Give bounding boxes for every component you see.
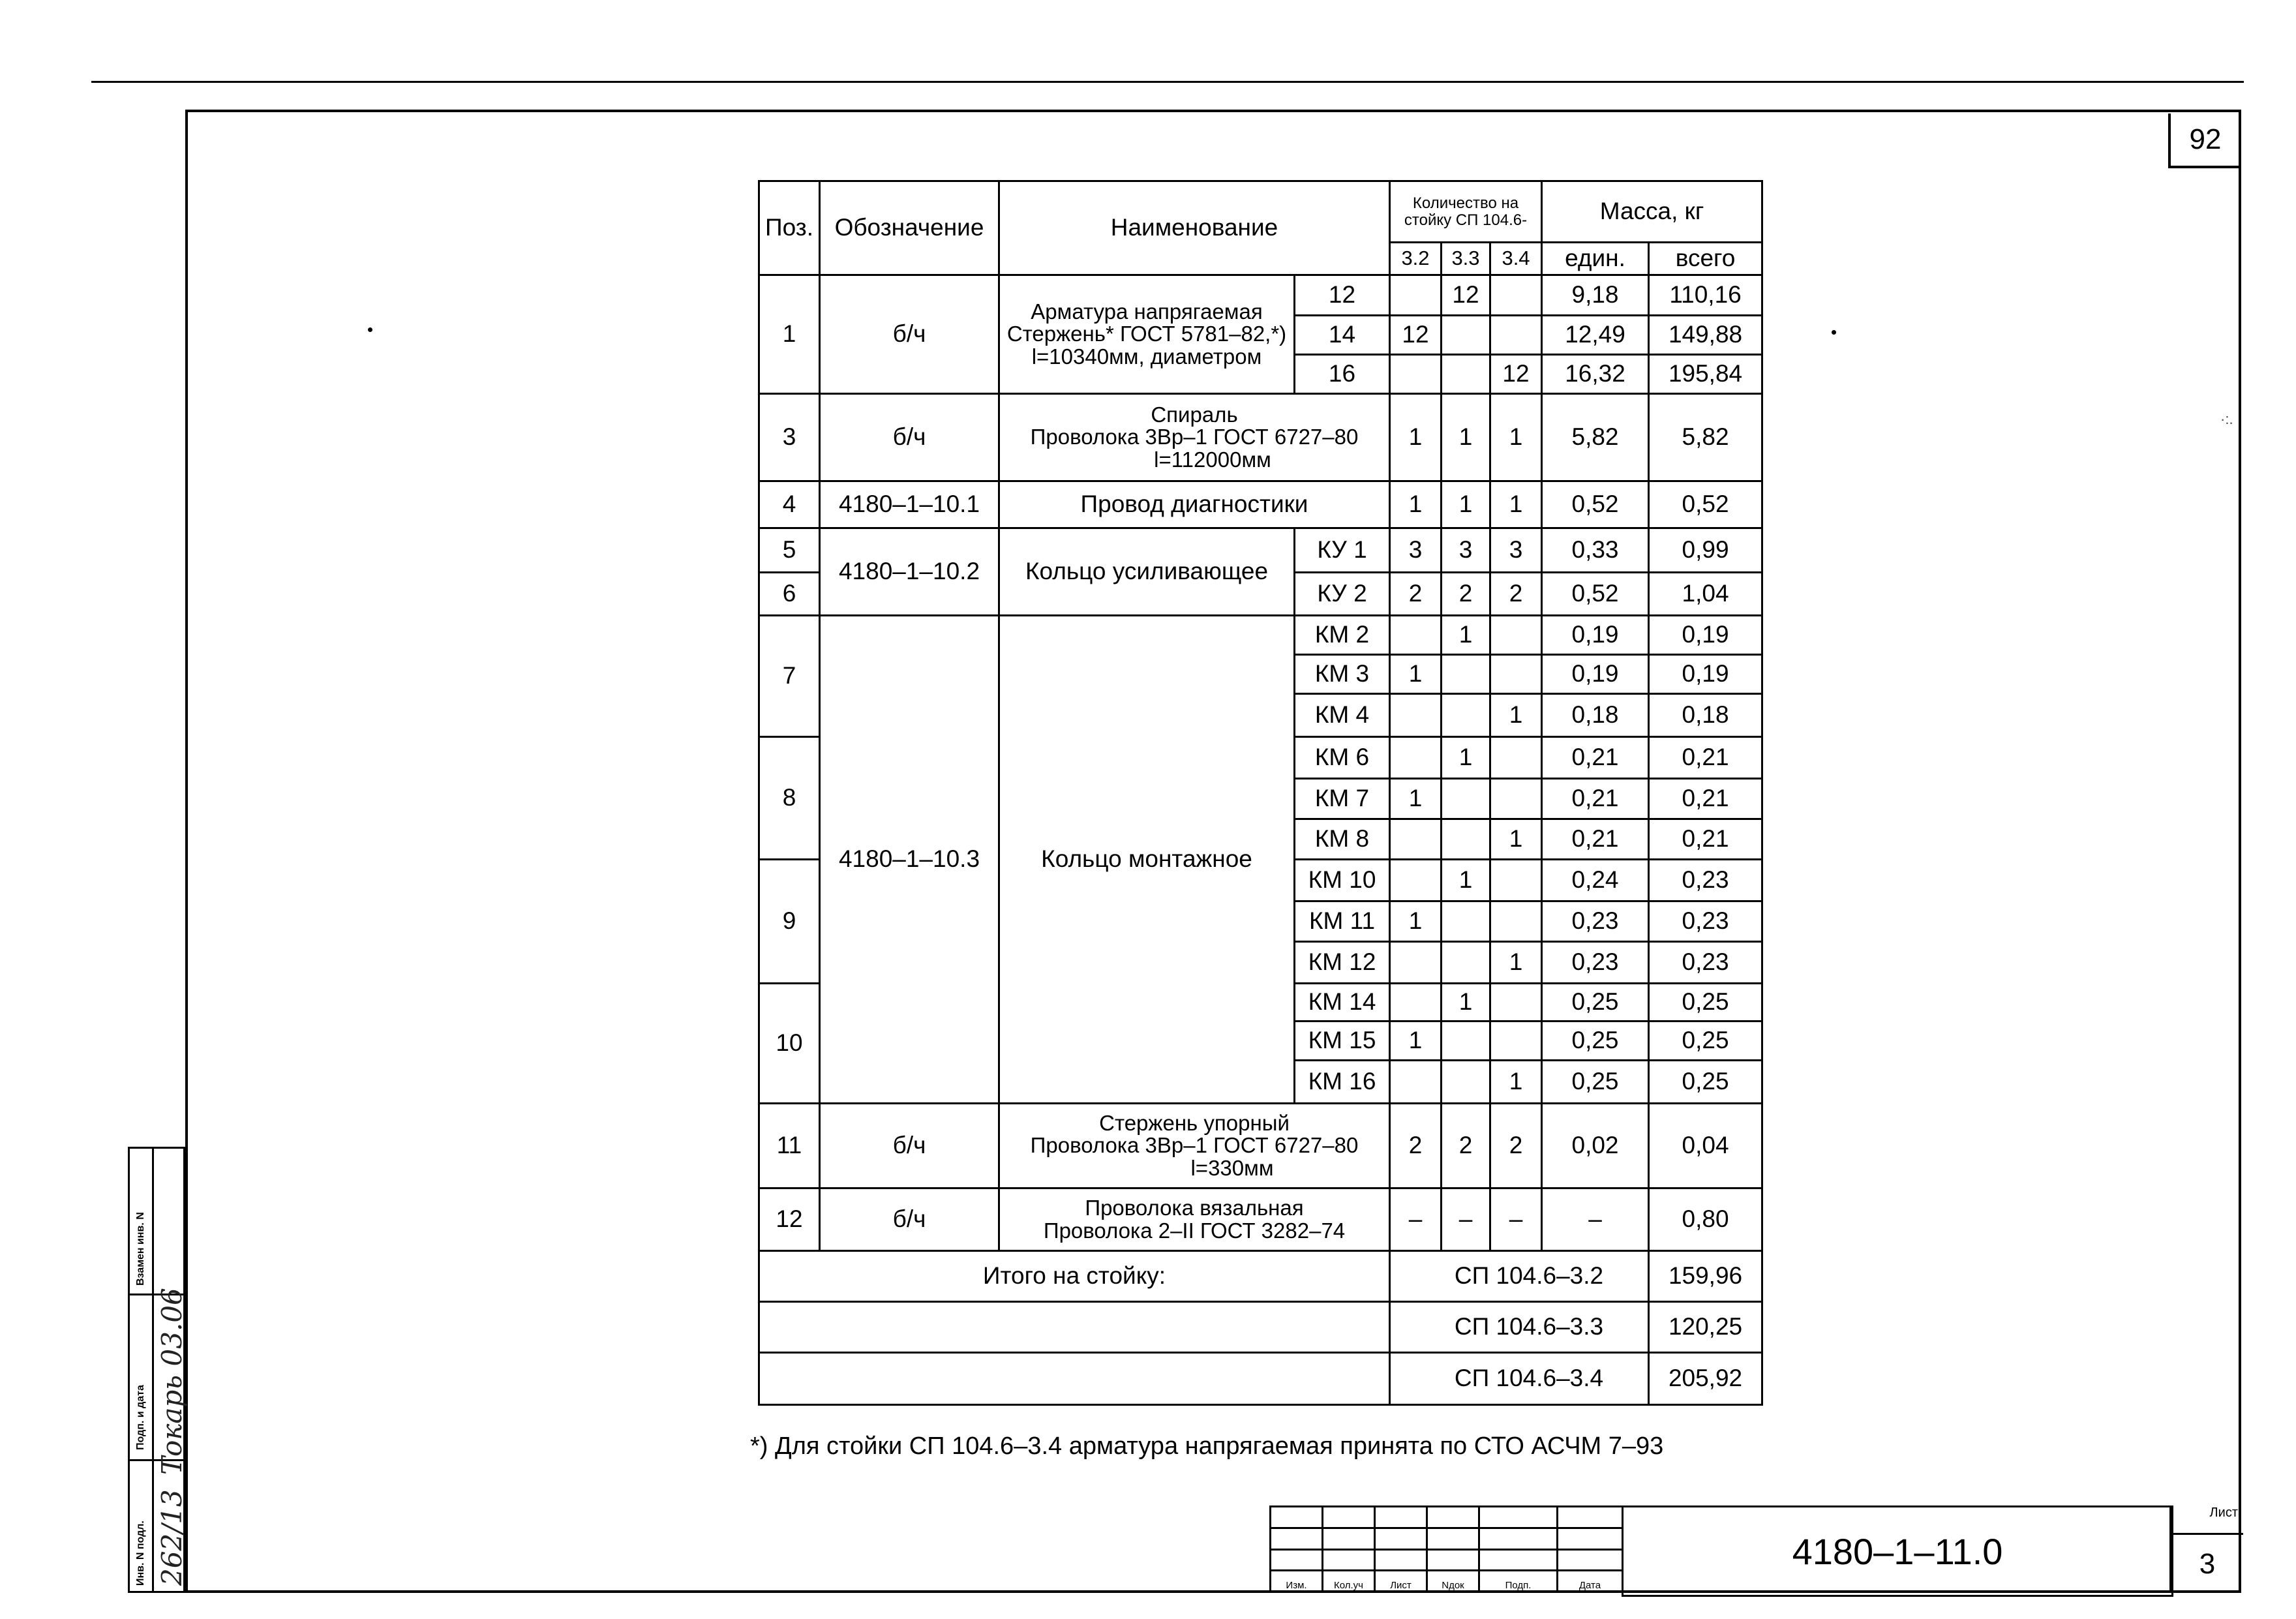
qty-34-cell: –	[1490, 1188, 1542, 1251]
table-row	[759, 275, 1762, 316]
header-quantity-line2: стойку СП 104.6-	[1404, 211, 1528, 229]
revision-row	[1271, 1528, 1623, 1549]
mark-cell: КМ 3	[1295, 655, 1390, 694]
stamp-inv-orig-value: 262/13	[156, 1489, 188, 1586]
mass-total-cell: 0,99	[1649, 528, 1762, 573]
mass-unit-cell: 0,19	[1542, 616, 1649, 655]
designation-cell: б/ч	[820, 275, 999, 394]
mass-total-cell: 0,25	[1649, 984, 1762, 1021]
qty-33-cell	[1442, 901, 1490, 942]
title-block	[1269, 1506, 2241, 1593]
qty-32-cell	[1390, 737, 1442, 779]
pos-cell: 5	[759, 528, 820, 573]
mass-unit-cell: 0,21	[1542, 819, 1649, 860]
qty-32-cell: 3	[1390, 528, 1442, 573]
mass-total-cell: 0,21	[1649, 779, 1762, 819]
qty-32-cell: –	[1390, 1188, 1442, 1251]
qty-33-cell	[1442, 655, 1490, 694]
header-designation: Обозначение	[820, 181, 999, 275]
totals-value: 120,25	[1649, 1302, 1762, 1353]
mark-cell: КМ 12	[1295, 942, 1390, 984]
name-cell: Провод диагностики	[999, 481, 1390, 528]
name-cell	[999, 275, 1295, 394]
designation-cell: 4180–1–10.3	[820, 616, 999, 1104]
mass-total-cell: 0,19	[1649, 616, 1762, 655]
mass-unit-cell: 0,02	[1542, 1104, 1649, 1188]
qty-34-cell: 2	[1490, 1104, 1542, 1188]
qty-32-cell	[1390, 694, 1442, 737]
header-quantity-line1: Количество на	[1412, 194, 1519, 213]
stamp-label-sign-date: Подп. и дата	[135, 1385, 146, 1450]
diameter-cell: 14	[1295, 316, 1390, 355]
mass-unit-cell: –	[1542, 1188, 1649, 1251]
mass-unit-cell: 9,18	[1542, 275, 1649, 316]
mass-total-cell: 0,21	[1649, 819, 1762, 860]
qty-34-cell	[1490, 860, 1542, 901]
name-cell	[999, 1104, 1390, 1188]
mass-unit-cell: 0,24	[1542, 860, 1649, 901]
qty-32-cell: 12	[1390, 316, 1442, 355]
mass-unit-cell: 0,19	[1542, 655, 1649, 694]
qty-32-cell	[1390, 275, 1442, 316]
mass-total-cell: 0,25	[1649, 1061, 1762, 1104]
sheet-label: Лист	[2171, 1506, 2243, 1535]
mass-unit-cell: 0,52	[1542, 481, 1649, 528]
qty-34-cell	[1490, 984, 1542, 1021]
pos-cell: 4	[759, 481, 820, 528]
mass-total-cell: 0,04	[1649, 1104, 1762, 1188]
qty-32-cell: 1	[1390, 901, 1442, 942]
name-line: Спираль	[1151, 402, 1238, 427]
revision-row	[1271, 1507, 1623, 1528]
header-qty-32: 3.2	[1390, 243, 1442, 275]
mass-total-cell: 149,88	[1649, 316, 1762, 355]
mass-unit-cell: 0,25	[1542, 1021, 1649, 1061]
document-number: 4180–1–11.0	[1622, 1506, 2173, 1597]
designation-cell: 4180–1–10.1	[820, 481, 999, 528]
stamp-signature-date: Токарь 03.06	[156, 1288, 188, 1475]
qty-34-cell	[1490, 275, 1542, 316]
qty-34-cell	[1490, 779, 1542, 819]
scan-specks: ·:.	[2220, 411, 2233, 427]
pos-cell: 7	[759, 616, 820, 737]
qty-32-cell: 1	[1390, 655, 1442, 694]
pos-cell: 8	[759, 737, 820, 860]
page-number: 92	[2168, 113, 2240, 168]
qty-32-cell: 2	[1390, 1104, 1442, 1188]
diameter-cell: 12	[1295, 275, 1390, 316]
mass-unit-cell: 0,23	[1542, 942, 1649, 984]
name-cell: Кольцо монтажное	[999, 616, 1295, 1104]
qty-32-cell: 1	[1390, 779, 1442, 819]
mass-total-cell: 0,19	[1649, 655, 1762, 694]
qty-32-cell	[1390, 355, 1442, 394]
mass-unit-cell: 16,32	[1542, 355, 1649, 394]
name-line: Проволока 2–II ГОСТ 3282–74	[1043, 1218, 1346, 1243]
mass-unit-cell: 0,21	[1542, 737, 1649, 779]
designation-cell: 4180–1–10.2	[820, 528, 999, 616]
designation-cell: б/ч	[820, 1188, 999, 1251]
mass-total-cell: 110,16	[1649, 275, 1762, 316]
pos-cell: 11	[759, 1104, 820, 1188]
qty-33-cell	[1442, 779, 1490, 819]
totals-row	[759, 1302, 1762, 1353]
mass-total-cell: 0,21	[1649, 737, 1762, 779]
name-line: Проволока вязальная	[1085, 1195, 1304, 1220]
totals-row	[759, 1353, 1762, 1405]
qty-33-cell	[1442, 942, 1490, 984]
qty-32-cell	[1390, 1061, 1442, 1104]
mark-cell: КМ 6	[1295, 737, 1390, 779]
qty-32-cell: 1	[1390, 394, 1442, 481]
qty-33-cell	[1442, 1061, 1490, 1104]
mark-cell: КМ 8	[1295, 819, 1390, 860]
qty-33-cell: 2	[1442, 1104, 1490, 1188]
designation-cell: б/ч	[820, 1104, 999, 1188]
rev-label: Дата	[1558, 1571, 1623, 1592]
qty-34-cell: 3	[1490, 528, 1542, 573]
qty-33-cell: 1	[1442, 984, 1490, 1021]
qty-33-cell: –	[1442, 1188, 1490, 1251]
top-rule-line	[91, 81, 2244, 83]
mass-total-cell: 0,23	[1649, 860, 1762, 901]
approval-stamp	[128, 1147, 188, 1593]
name-line: Проволока 3Вр–1 ГОСТ 6727–80	[1030, 425, 1359, 449]
qty-34-cell	[1490, 316, 1542, 355]
qty-34-cell: 2	[1490, 573, 1542, 616]
mass-total-cell: 0,25	[1649, 1021, 1762, 1061]
qty-32-cell	[1390, 984, 1442, 1021]
mass-total-cell: 0,23	[1649, 942, 1762, 984]
qty-34-cell: 1	[1490, 1061, 1542, 1104]
mark-cell: КМ 16	[1295, 1061, 1390, 1104]
mark-cell: КМ 4	[1295, 694, 1390, 737]
qty-33-cell	[1442, 819, 1490, 860]
table-row	[759, 394, 1762, 481]
mass-total-cell: 0,23	[1649, 901, 1762, 942]
totals-value: 159,96	[1649, 1251, 1762, 1302]
rev-label: Изм.	[1271, 1571, 1323, 1592]
header-pos: Поз.	[759, 181, 820, 275]
name-cell: Кольцо усиливающее	[999, 528, 1295, 616]
qty-34-cell	[1490, 1021, 1542, 1061]
qty-34-cell: 1	[1490, 481, 1542, 528]
header-mass-unit: един.	[1542, 243, 1649, 275]
name-line: l=112000мм	[1154, 447, 1271, 472]
mass-unit-cell: 0,18	[1542, 694, 1649, 737]
mass-unit-cell: 0,25	[1542, 984, 1649, 1021]
qty-34-cell: 1	[1490, 942, 1542, 984]
mass-total-cell: 0,80	[1649, 1188, 1762, 1251]
totals-row	[759, 1251, 1762, 1302]
mark-cell: КМ 11	[1295, 901, 1390, 942]
qty-33-cell	[1442, 316, 1490, 355]
name-line: l=330мм	[1190, 1155, 1274, 1180]
pos-cell: 10	[759, 984, 820, 1104]
marker-dot-left	[368, 327, 372, 332]
header-qty-34: 3.4	[1490, 243, 1542, 275]
mass-unit-cell: 0,33	[1542, 528, 1649, 573]
pos-cell: 6	[759, 573, 820, 616]
qty-34-cell: 1	[1490, 819, 1542, 860]
totals-model: СП 104.6–3.4	[1390, 1353, 1649, 1405]
qty-33-cell: 1	[1442, 616, 1490, 655]
mass-total-cell: 0,18	[1649, 694, 1762, 737]
mark-cell: КМ 15	[1295, 1021, 1390, 1061]
revision-row	[1271, 1549, 1623, 1571]
qty-34-cell	[1490, 616, 1542, 655]
qty-33-cell: 12	[1442, 275, 1490, 316]
mass-total-cell: 5,82	[1649, 394, 1762, 481]
qty-32-cell: 2	[1390, 573, 1442, 616]
qty-32-cell	[1390, 616, 1442, 655]
name-line: Стержень* ГОСТ 5781–82,*)	[1006, 322, 1287, 346]
pos-cell: 1	[759, 275, 820, 394]
mark-cell: КМ 14	[1295, 984, 1390, 1021]
revision-table	[1269, 1506, 1624, 1593]
mark-cell: КУ 1	[1295, 528, 1390, 573]
name-line: Арматура напрягаемая	[1031, 299, 1263, 324]
qty-32-cell	[1390, 819, 1442, 860]
totals-label: Итого на стойку:	[759, 1251, 1390, 1302]
header-row	[759, 181, 1762, 243]
mark-cell: КМ 10	[1295, 860, 1390, 901]
table-row	[759, 1104, 1762, 1188]
qty-34-cell	[1490, 655, 1542, 694]
qty-33-cell	[1442, 1021, 1490, 1061]
mass-unit-cell: 0,25	[1542, 1061, 1649, 1104]
marker-dot-right	[1832, 330, 1836, 335]
totals-spacer	[759, 1302, 1390, 1353]
specification-table	[758, 180, 1763, 1406]
mass-unit-cell: 0,21	[1542, 779, 1649, 819]
mass-total-cell: 1,04	[1649, 573, 1762, 616]
qty-34-cell: 1	[1490, 694, 1542, 737]
rev-label: Кол.уч	[1323, 1571, 1375, 1592]
mass-unit-cell: 0,52	[1542, 573, 1649, 616]
qty-33-cell	[1442, 355, 1490, 394]
mass-total-cell: 195,84	[1649, 355, 1762, 394]
totals-value: 205,92	[1649, 1353, 1762, 1405]
mass-unit-cell: 0,23	[1542, 901, 1649, 942]
name-line: Проволока 3Вр–1 ГОСТ 6727–80	[1030, 1133, 1359, 1158]
designation-cell: б/ч	[820, 394, 999, 481]
stamp-label-inv-orig: Инв. N подл.	[135, 1521, 146, 1586]
stamp-label-inv-repl: Взамен инв. N	[135, 1212, 146, 1286]
mass-unit-cell: 5,82	[1542, 394, 1649, 481]
mark-cell: КМ 2	[1295, 616, 1390, 655]
qty-32-cell: 1	[1390, 1021, 1442, 1061]
qty-33-cell: 2	[1442, 573, 1490, 616]
pos-cell: 3	[759, 394, 820, 481]
qty-33-cell	[1442, 694, 1490, 737]
totals-model: СП 104.6–3.2	[1390, 1251, 1649, 1302]
mass-unit-cell: 12,49	[1542, 316, 1649, 355]
rev-label: Лист	[1375, 1571, 1427, 1592]
rev-label: Подп.	[1479, 1571, 1558, 1592]
mark-cell: КМ 7	[1295, 779, 1390, 819]
header-name: Наименование	[999, 181, 1390, 275]
rev-label: Nдок	[1427, 1571, 1479, 1592]
mass-total-cell: 0,52	[1649, 481, 1762, 528]
qty-33-cell: 3	[1442, 528, 1490, 573]
sheet-box	[2169, 1506, 2243, 1593]
diameter-cell: 16	[1295, 355, 1390, 394]
qty-32-cell	[1390, 942, 1442, 984]
header-qty-33: 3.3	[1442, 243, 1490, 275]
name-line: l=10340мм, диаметром	[1031, 344, 1262, 369]
totals-model: СП 104.6–3.3	[1390, 1302, 1649, 1353]
footnote: *) Для стойки СП 104.6–3.4 арматура напрягаемая принята по СТО АСЧМ 7–93	[750, 1432, 1664, 1460]
name-line: Стержень упорный	[1099, 1110, 1290, 1135]
qty-34-cell	[1490, 737, 1542, 779]
pos-cell: 9	[759, 860, 820, 984]
qty-34-cell: 12	[1490, 355, 1542, 394]
header-mass: Масса, кг	[1542, 181, 1762, 243]
name-cell	[999, 394, 1390, 481]
qty-34-cell	[1490, 901, 1542, 942]
qty-33-cell: 1	[1442, 860, 1490, 901]
pos-cell: 12	[759, 1188, 820, 1251]
qty-33-cell: 1	[1442, 394, 1490, 481]
header-quantity	[1390, 181, 1542, 243]
qty-33-cell: 1	[1442, 481, 1490, 528]
table-row	[759, 1188, 1762, 1251]
qty-32-cell	[1390, 860, 1442, 901]
header-mass-total: всего	[1649, 243, 1762, 275]
table-row	[759, 616, 1762, 655]
mark-cell: КУ 2	[1295, 573, 1390, 616]
qty-34-cell: 1	[1490, 394, 1542, 481]
name-cell	[999, 1188, 1390, 1251]
qty-33-cell: 1	[1442, 737, 1490, 779]
sheet-number: 3	[2199, 1548, 2216, 1580]
revision-labels-row	[1271, 1571, 1623, 1592]
table-row	[759, 528, 1762, 573]
qty-32-cell: 1	[1390, 481, 1442, 528]
totals-spacer	[759, 1353, 1390, 1405]
table-row	[759, 481, 1762, 528]
